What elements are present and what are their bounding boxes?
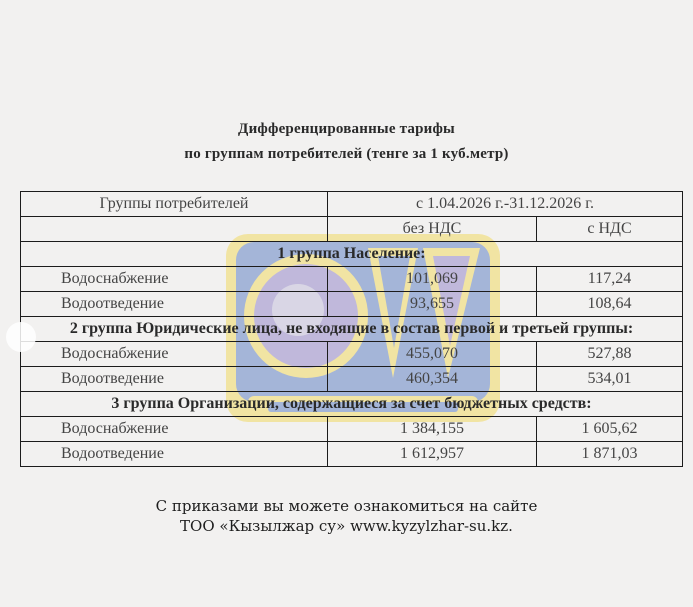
header-without-vat: без НДС — [328, 217, 537, 242]
price-without-vat: 460,354 — [328, 367, 537, 392]
table-row — [21, 367, 683, 392]
service-name: Водоотведение — [21, 367, 328, 392]
circular-overlay-badge — [6, 322, 36, 352]
price-with-vat: 1 871,03 — [537, 442, 683, 467]
price-without-vat: 1 612,957 — [328, 442, 537, 467]
group-3-title: 3 группа Организации, содержащиеся за счет бюджетных средств: — [21, 392, 683, 417]
table-row — [21, 267, 683, 292]
group-1-title: 1 группа Население: — [21, 242, 683, 267]
price-with-vat: 527,88 — [537, 342, 683, 367]
table-row — [21, 342, 683, 367]
header-with-vat: с НДС — [537, 217, 683, 242]
header-empty-cell — [21, 217, 328, 242]
service-name: Водоснабжение — [21, 267, 328, 292]
group-title-row — [21, 317, 683, 342]
table-row — [21, 292, 683, 317]
page-subtitle: по группам потребителей (тенге за 1 куб.метр) — [184, 146, 509, 162]
service-name: Водоснабжение — [21, 342, 328, 367]
price-with-vat: 534,01 — [537, 367, 683, 392]
price-with-vat: 117,24 — [537, 267, 683, 292]
footer-note-line2: ТОО «Кызылжар су» www.kyzylzhar-su.kz. — [180, 517, 513, 535]
service-name: Водоотведение — [21, 442, 328, 467]
price-without-vat: 455,070 — [328, 342, 537, 367]
price-without-vat: 101,069 — [328, 267, 537, 292]
table-row — [21, 442, 683, 467]
tariff-table — [20, 191, 683, 467]
price-with-vat: 108,64 — [537, 292, 683, 317]
table-row — [21, 417, 683, 442]
header-period: с 1.04.2026 г.-31.12.2026 г. — [328, 192, 683, 217]
group-title-row — [21, 242, 683, 267]
table-subheader-row — [21, 217, 683, 242]
table-header-row — [21, 192, 683, 217]
service-name: Водоотведение — [21, 292, 328, 317]
footer-note-line1: С приказами вы можете ознакомиться на сайте — [155, 497, 538, 515]
header-groups-label: Группы потребителей — [21, 192, 328, 217]
price-without-vat: 1 384,155 — [328, 417, 537, 442]
price-without-vat: 93,655 — [328, 292, 537, 317]
group-2-title: 2 группа Юридические лица, не входящие в состав первой и третьей группы: — [21, 317, 683, 342]
service-name: Водоснабжение — [21, 417, 328, 442]
group-title-row — [21, 392, 683, 417]
price-with-vat: 1 605,62 — [537, 417, 683, 442]
page-title: Дифференцированные тарифы — [238, 121, 455, 137]
